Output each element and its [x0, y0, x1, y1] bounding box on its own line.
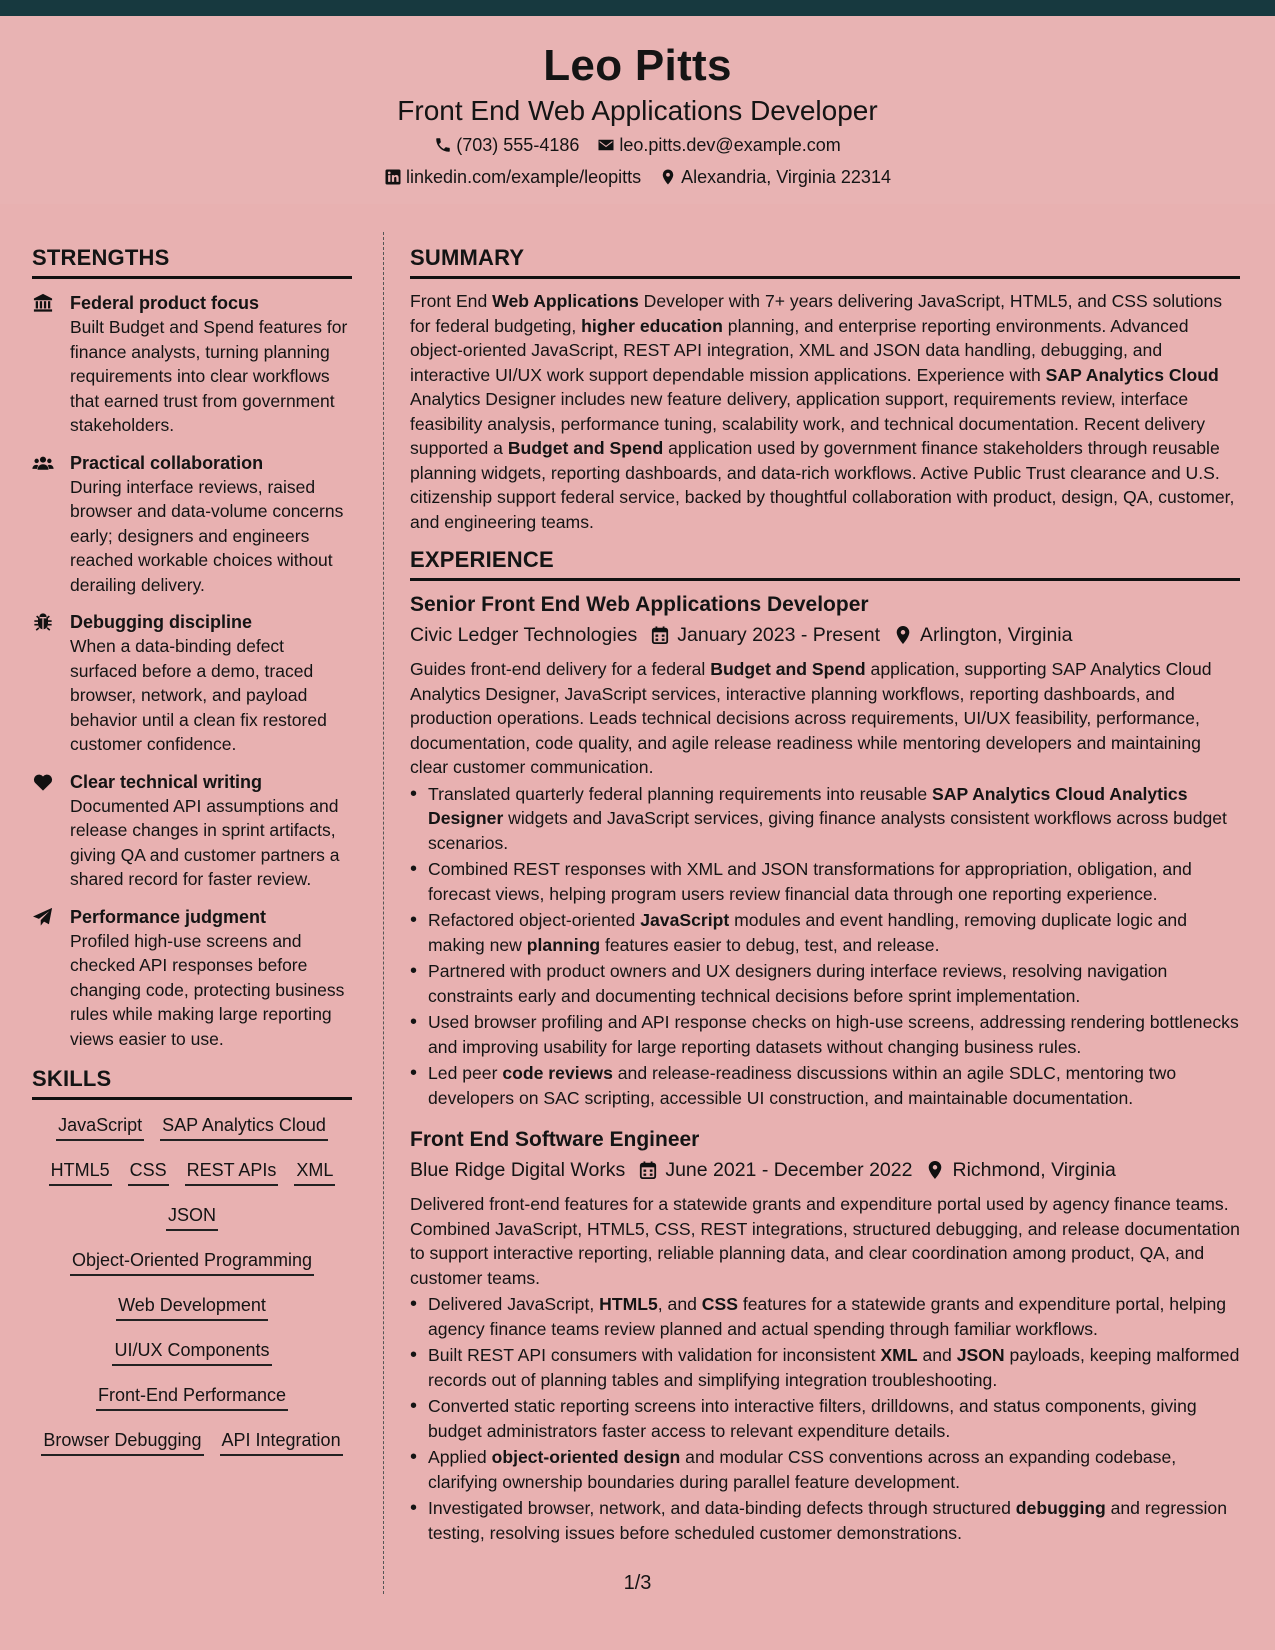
page-number: 1/3 [623, 1572, 652, 1594]
emphasis-text: Budget and Spend [507, 438, 664, 459]
text-segment: Front End [410, 291, 493, 312]
skill-row [32, 1384, 352, 1413]
skill-tag: API Integration [220, 1429, 343, 1456]
emphasis-text: XML [880, 1345, 918, 1366]
email-contact[interactable] [597, 136, 840, 154]
emphasis-text: object-oriented design [491, 1447, 681, 1468]
experience-heading: EXPERIENCE [410, 548, 1240, 581]
envelope-icon [597, 136, 615, 154]
strength-text [70, 905, 352, 1052]
job-bullet [410, 908, 1240, 957]
job-company: Civic Ledger Technologies [410, 624, 638, 647]
skill-tag: HTML5 [49, 1159, 112, 1186]
phone-contact [434, 136, 579, 154]
text-segment: modules and event handling, removing duplicate logic and making new [428, 910, 1187, 955]
location-text: Alexandria, Virginia 22314 [681, 167, 891, 187]
text-segment: widgets and JavaScript services, giving finance analysts consistent workflows across budget scenarios. [428, 808, 1227, 853]
emphasis-text: Budget and Spend [710, 659, 866, 680]
map-pin-icon [659, 168, 677, 186]
strength-description: Profiled high-use screens and checked API responses before changing code, protecting business rules while making large reporting views easier to use. [70, 930, 345, 1049]
strength-item [32, 451, 352, 598]
text-segment: Used browser profiling and API response checks on high-use screens, addressing rendering bottlenecks and improving usability for large reporting datasets without changing business rules. [428, 1012, 1239, 1057]
emphasis-text: HTML5 [599, 1294, 658, 1315]
text-segment: Delivered front-end features for a statewide grants and expenditure portal used by agency finance teams. Combined JavaScript, HTML5, CSS, REST integrations, structured debugging, and release documentation to support interactive reporting, reliable planning data, and clear coordination among product, QA, and customer teams. [410, 1194, 1240, 1288]
text-segment: Investigated browser, network, and data-binding defects through structured [428, 1498, 1016, 1519]
contact-line-1 [0, 136, 1275, 154]
skill-row [32, 1294, 352, 1323]
skill-tag: Web Development [116, 1294, 268, 1321]
text-segment: and [917, 1345, 957, 1366]
summary-text [410, 289, 1240, 534]
users-icon [32, 451, 70, 598]
job-bullets [410, 1292, 1240, 1545]
skill-row [32, 1249, 352, 1278]
strength-text [70, 610, 352, 757]
job-bullet [410, 1343, 1240, 1392]
skill-tag: Front-End Performance [96, 1384, 288, 1411]
strength-text [70, 451, 352, 598]
candidate-name: Leo Pitts [543, 41, 732, 90]
bank-icon [32, 291, 70, 438]
text-segment: Built REST API consumers with validation for inconsistent [428, 1345, 881, 1366]
strengths-heading: STRENGTHS [32, 246, 352, 279]
skills-heading: SKILLS [32, 1067, 352, 1100]
text-segment: , and [657, 1294, 702, 1315]
job-meta [410, 1156, 1240, 1184]
bug-icon [32, 610, 70, 757]
skill-tag: Object-Oriented Programming [70, 1249, 314, 1276]
job-bullet [410, 782, 1240, 856]
job-meta [410, 621, 1240, 649]
strength-description: When a data-binding defect surfaced before a demo, traced browser, network, and payload behavior until a clean fix restored customer confidence. [70, 636, 327, 755]
job-bullet [410, 1394, 1240, 1443]
job-title: Senior Front End Web Applications Developer [410, 593, 869, 617]
emphasis-text: SAP Analytics Cloud [1045, 364, 1219, 385]
text-segment: Developer with 7+ years delivering JavaScript, HTML5, and CSS solutions for federal budgeting, [410, 291, 1223, 336]
job-bullet [410, 1010, 1240, 1059]
text-segment: Delivered JavaScript, [428, 1294, 600, 1315]
emphasis-text: SAP Analytics Cloud Analytics Designer [428, 783, 1188, 829]
strength-description: Built Budget and Spend features for finance analysts, turning planning requirements into clear workflows that earned trust from government stakeholders. [70, 317, 348, 436]
strength-title: Performance judgment [70, 906, 267, 927]
skill-tag: JSON [166, 1204, 218, 1231]
strengths-list [32, 291, 352, 1051]
job-location: Richmond, Virginia [952, 1159, 1116, 1182]
strength-title: Federal product focus [70, 293, 260, 314]
skill-tag: XML [294, 1159, 335, 1186]
skills-section [32, 1067, 352, 1458]
linkedin-icon [384, 168, 402, 186]
phone-icon [434, 136, 452, 154]
resume-header [0, 16, 1275, 204]
job-title: Front End Software Engineer [410, 1128, 700, 1152]
job-bullet [410, 1292, 1240, 1341]
skill-row [32, 1429, 352, 1458]
job-dates: June 2021 - December 2022 [665, 1159, 913, 1182]
calendar-icon [651, 625, 669, 645]
emphasis-text: JavaScript [640, 910, 730, 931]
summary-heading: SUMMARY [410, 246, 1240, 279]
text-segment: features for a statewide grants and expenditure portal, helping agency finance teams review planned and actual spending through familiar workflows. [428, 1294, 1227, 1339]
right-column [410, 246, 1240, 1547]
job-bullet [410, 1445, 1240, 1494]
job-company: Blue Ridge Digital Works [410, 1159, 626, 1182]
job-bullet [410, 1496, 1240, 1545]
job-description [410, 1192, 1240, 1290]
job-bullet [410, 1061, 1240, 1110]
text-segment: Partnered with product owners and UX designers during interface reviews, resolving navigation constraints early and documenting technical decisions before sprint implementation. [428, 961, 1168, 1006]
skill-tag: REST APIs [185, 1159, 279, 1186]
skill-row [32, 1159, 352, 1188]
strength-text [70, 770, 352, 892]
phone-text: (703) 555-4186 [456, 135, 580, 155]
skill-tag: CSS [128, 1159, 169, 1186]
candidate-title: Front End Web Applications Developer [397, 95, 878, 126]
strength-item [32, 770, 352, 892]
calendar-icon [639, 1160, 657, 1180]
text-segment: features easier to debug, test, and release. [600, 934, 940, 955]
emphasis-text: Web Applications [492, 291, 639, 312]
text-segment: Combined REST responses with XML and JSON transformations for appropriation, obligation, and forecast views, helping program users review financial data through one reporting experience. [428, 859, 1192, 904]
text-segment: payloads, keeping malformed records out of planning tables and simplifying integration troubleshooting. [428, 1345, 1240, 1390]
text-segment: Guides front-end delivery for a federal [410, 659, 711, 680]
map-pin-icon [894, 625, 912, 645]
text-segment: Led peer [428, 1063, 503, 1084]
email-text: leo.pitts.dev@example.com [619, 135, 841, 155]
emphasis-text: planning [526, 934, 601, 955]
emphasis-text: debugging [1015, 1498, 1106, 1519]
text-segment: Analytics Designer includes new feature delivery, application support, requirements review, interface feasibility analysis, performance tuning, scalability work, and technical documentation. Recent delivery supported a [410, 389, 1206, 459]
skill-tag: Browser Debugging [41, 1429, 203, 1456]
strength-item [32, 905, 352, 1052]
skill-row [32, 1114, 352, 1143]
emphasis-text: higher education [581, 315, 723, 336]
strength-title: Debugging discipline [70, 612, 253, 633]
strength-title: Clear technical writing [70, 771, 263, 792]
strength-description: During interface reviews, raised browser and data-volume concerns early; designers and engineers reached workable choices without derailing delivery. [70, 476, 344, 595]
strength-item [32, 291, 352, 438]
job-bullet [410, 857, 1240, 906]
strength-description: Documented API assumptions and release changes in sprint artifacts, giving QA and customer partners a shared record for faster review. [70, 795, 340, 890]
emphasis-text: CSS [701, 1294, 738, 1315]
top-bar [0, 0, 1275, 16]
strength-text [70, 291, 352, 438]
heart-icon [32, 770, 70, 892]
contact-line-2 [0, 168, 1275, 186]
text-segment: Applied [428, 1447, 492, 1468]
job-bullets [410, 782, 1240, 1111]
job-description [410, 657, 1240, 780]
emphasis-text: code reviews [502, 1063, 613, 1084]
text-segment: and regression testing, resolving issues before scheduled customer demonstrations. [428, 1498, 1227, 1543]
linkedin-contact[interactable] [384, 168, 641, 186]
job-entry [410, 1126, 1240, 1545]
skill-tag: UI/UX Components [112, 1339, 271, 1366]
skill-tag: SAP Analytics Cloud [160, 1114, 328, 1141]
location-contact [659, 168, 891, 186]
strength-item [32, 610, 352, 757]
skills-list [32, 1114, 352, 1458]
left-column [32, 246, 352, 1458]
job-bullet [410, 959, 1240, 1008]
text-segment: and modular CSS conventions across an expanding codebase, clarifying ownership boundaries during parallel feature development. [428, 1447, 1177, 1492]
text-segment: application, supporting SAP Analytics Cloud Analytics Designer, JavaScript services, interactive planning workflows, reporting dashboards, and production operations. Leads technical decisions across requirements, UI/UX feasibility, performance, documentation, code quality, and agile release readiness while mentoring developers and maintaining clear customer communication. [410, 659, 1212, 778]
column-divider [383, 232, 384, 1594]
skill-tag: JavaScript [56, 1114, 144, 1141]
job-location: Arlington, Virginia [919, 624, 1073, 647]
strength-title: Practical collaboration [70, 452, 264, 473]
jobs-list [410, 591, 1240, 1545]
job-dates: January 2023 - Present [677, 624, 880, 647]
linkedin-text: linkedin.com/example/leopitts [406, 167, 642, 187]
paper-plane-icon [32, 905, 70, 1052]
text-segment: application used by government finance stakeholders through reusable planning widgets, reporting dashboards, and data-rich workflows. Active Public Trust clearance and U.S. citizenship support federal service, backed by thoughtful collaboration with product, design, QA, customer, and engineering teams. [410, 438, 1235, 532]
experience-section [410, 548, 1240, 1545]
emphasis-text: JSON [956, 1345, 1005, 1366]
skill-row [32, 1339, 352, 1368]
map-pin-icon [926, 1160, 944, 1180]
skill-row [32, 1204, 352, 1233]
text-segment: Translated quarterly federal planning requirements into reusable [428, 783, 932, 804]
job-entry [410, 591, 1240, 1110]
text-segment: Refactored object-oriented [428, 910, 641, 931]
text-segment: Converted static reporting screens into interactive filters, drilldowns, and status components, giving budget administrators faster access to relevant expenditure details. [428, 1396, 1197, 1441]
text-segment: and release-readiness discussions within an agile SDLC, mentoring two developers on SAC scripting, accessible UI construction, and maintainable documentation. [428, 1063, 1177, 1108]
text-segment: planning, and enterprise reporting environments. Advanced object-oriented JavaScript, REST API integration, XML and JSON data handling, debugging, and interactive UI/UX work support dependable mission applications. Experience with [410, 315, 1189, 385]
